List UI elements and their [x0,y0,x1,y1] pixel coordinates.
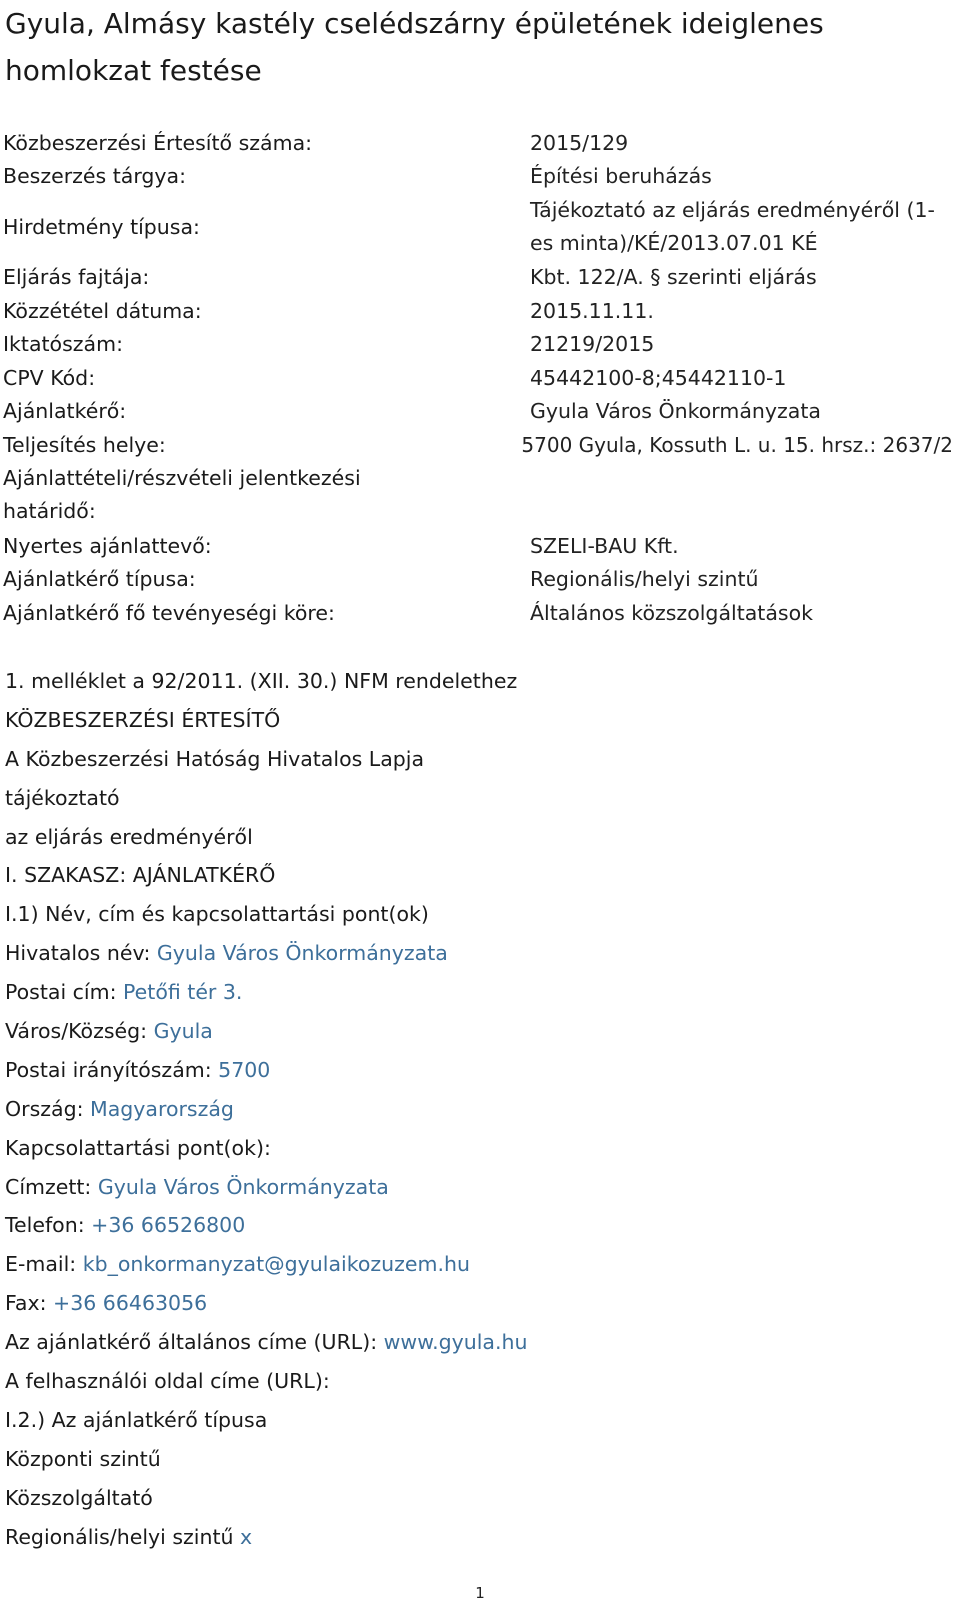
fax-line: Fax: +36 66463056 [5,1291,208,1316]
option-line: Központi szintű [5,1446,161,1471]
meta-row [3,395,953,429]
meta-row [3,294,953,328]
meta-value: 5700 Gyula, Kossuth L. u. 15. hrsz.: 2637/2 [521,432,953,457]
announcement-body [5,662,945,1556]
meta-row [3,193,953,260]
meta-row [3,160,953,194]
city-line: Város/Község: Gyula [5,1019,213,1044]
body-line: az eljárás eredményéről [5,824,253,849]
subsection-heading: I.1) Név, cím és kapcsolattartási pont(ok) [5,902,429,927]
meta-value: 2015/129 [530,130,629,155]
meta-label: Nyertes ajánlattevő: [3,533,212,558]
document-title: Gyula, Almásy kastély cselédszárny épületének ideiglenes homlokzat festése [5,7,824,87]
meta-value: 2015.11.11. [530,298,654,323]
meta-value: Kbt. 122/A. § szerinti eljárás [530,264,817,289]
buyer-profile-line: A felhasználói oldal címe (URL): [5,1369,330,1394]
meta-row [3,529,953,563]
meta-label: CPV Kód: [3,365,96,390]
meta-label: Ajánlatkérő fő tevényeségi köre: [3,600,335,625]
body-line: 1. melléklet a 92/2011. (XII. 30.) NFM rendelethez [5,669,518,693]
meta-label: Közbeszerzési Értesítő száma: [3,130,313,155]
email-line: E-mail: kb_onkormanyzat@gyulaikozuzem.hu [5,1252,471,1277]
meta-value: 21219/2015 [530,332,655,357]
meta-table [3,126,953,630]
official-name-line: Hivatalos név: Gyula Város Önkormányzata [5,941,448,966]
meta-value: 45442100-8;45442110-1 [530,365,787,390]
section-heading: I. SZAKASZ: AJÁNLATKÉRŐ [5,863,276,888]
postal-code-line: Postai irányítószám: 5700 [5,1057,271,1082]
meta-value: Építési beruházás [530,164,712,189]
meta-label: Teljesítés helye: [3,432,166,457]
email-link[interactable]: kb_onkormanyzat@gyulaikozuzem.hu [82,1252,471,1277]
meta-value: Gyula Város Önkormányzata [530,399,821,424]
meta-label: Iktatószám: [3,332,123,357]
option-line-selected: Regionális/helyi szintű x [5,1524,253,1549]
selected-mark: x [240,1524,253,1549]
url-line: Az ajánlatkérő általános címe (URL): www.gyula.hu [5,1330,528,1355]
meta-label: Beszerzés tárgya: [3,164,187,189]
website-link[interactable]: www.gyula.hu [383,1330,528,1355]
meta-label: Hirdetmény típusa: [3,214,200,239]
country-line: Ország: Magyarország [5,1096,234,1121]
meta-value: Regionális/helyi szintű [530,567,759,592]
page-number: 1 [475,1584,485,1602]
meta-value: Tájékoztató az eljárás eredményéről (1-es minta)/KÉ/2013.07.01 KÉ [530,197,935,255]
meta-row [3,126,953,160]
meta-value: SZELI-BAU Kft. [530,533,679,558]
phone-line: Telefon: +36 66526800 [5,1213,246,1238]
body-line: KÖZBESZERZÉSI ÉRTESÍTŐ [5,707,281,732]
body-line: tájékoztató [5,785,120,810]
meta-row [3,428,953,462]
meta-row [3,260,953,294]
meta-value: Általános közszolgáltatások [530,600,813,625]
meta-row [3,327,953,361]
meta-row [3,361,953,395]
option-line: Közszolgáltató [5,1485,153,1510]
meta-row [3,596,953,630]
meta-label: Közzététel dátuma: [3,298,202,323]
meta-label: Ajánlatkérő típusa: [3,567,196,592]
addressee-line: Címzett: Gyula Város Önkormányzata [5,1174,389,1199]
body-line: A Közbeszerzési Hatóság Hivatalos Lapja [5,746,425,771]
meta-label: Ajánlattételi/részvételi jelentkezési határidő: [3,466,361,524]
meta-label: Eljárás fajtája: [3,264,150,289]
subsection-heading: I.2.) Az ajánlatkérő típusa [5,1407,268,1432]
postal-address-line: Postai cím: Petőfi tér 3. [5,980,243,1005]
meta-row [3,462,953,529]
meta-label: Ajánlatkérő: [3,399,127,424]
contact-points-line: Kapcsolattartási pont(ok): [5,1135,271,1160]
meta-row [3,562,953,596]
